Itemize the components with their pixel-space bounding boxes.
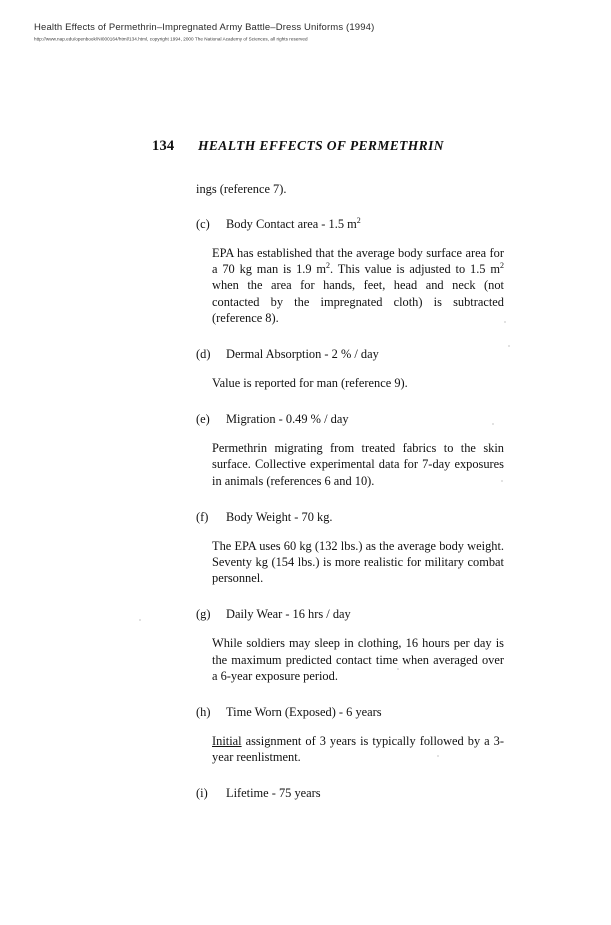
scan-speckle [437, 755, 439, 757]
item-label: (i) [196, 786, 208, 801]
item-label: (d) [196, 347, 211, 362]
nap-copyright-url: http://www.nap.edu/openbook/NI000164/html/134.html, copyright 1994, 2000 The National Academy of Sciences, all rights reserved [34, 36, 308, 42]
scan-speckle [492, 423, 494, 425]
page-number: 134 [152, 138, 175, 154]
item-heading [196, 606, 508, 622]
item-label: (c) [196, 217, 210, 231]
para-line: impregnated cloth) is subtracted (reference 8). [212, 294, 504, 325]
item-title-superscript: 2 [356, 215, 361, 225]
para-line: 70 kg man is 1.9 $m^2$. This value is adjusted to 1.5 $m^2$ when [212, 261, 504, 293]
item-paragraph: The EPA uses 60 kg (132 lbs.) as the average body weight. Seventy kg (154 lbs.) is more realistic for military combat personnel. [212, 538, 504, 586]
item-paragraph [212, 245, 504, 326]
nap-banner [34, 22, 574, 42]
para-line: the area for hands, feet, head and neck (not contacted by the [212, 278, 504, 309]
item-heading [196, 411, 508, 427]
running-head-title: HEALTH EFFECTS OF PERMETHRIN [198, 138, 444, 153]
item-title: Daily Wear - 16 hrs / day [226, 607, 351, 622]
item-title: Lifetime - 75 years [226, 786, 321, 801]
para-line: EPA has established that the average body surface area for a [212, 246, 504, 277]
list-item [196, 704, 508, 765]
item-paragraph: Initial assignment of 3 years is typically followed by a 3-year reenlistment. [212, 734, 504, 765]
item-label: (f) [196, 509, 209, 524]
item-label: (e) [196, 412, 210, 427]
item-title [226, 216, 508, 232]
page-content [0, 138, 611, 925]
item-paragraph: While soldiers may sleep in clothing, 16 hours per day is the maximum predicted contact time when averaged over a 6-year exposure period. [212, 636, 504, 683]
scan-speckle [501, 480, 503, 482]
list-item [196, 216, 508, 326]
nap-book-title: Health Effects of Permethrin–Impregnated Army Battle–Dress Uniforms (1994) [34, 22, 375, 33]
item-label: (h) [196, 705, 211, 720]
page-bottom-margin [196, 805, 508, 925]
list-item [196, 509, 508, 587]
item-heading [196, 704, 508, 720]
unit-superscript: 2 [326, 261, 331, 271]
item-heading [196, 509, 508, 525]
underlined-word: Initial [212, 734, 242, 749]
item-heading [196, 785, 508, 801]
item-title-text: Body Contact area - 1.5 m [226, 217, 357, 231]
scan-speckle [397, 668, 399, 670]
item-heading [196, 346, 508, 362]
item-title: Dermal Absorption - 2 % / day [226, 347, 379, 362]
list-item [196, 411, 508, 489]
list-item [196, 346, 508, 391]
body-column [196, 181, 508, 925]
list-item [196, 606, 508, 684]
unit-superscript: 2 [499, 261, 504, 271]
item-title: Migration - 0.49 % / day [226, 412, 349, 427]
item-heading [196, 216, 508, 232]
item-paragraph: Value is reported for man (reference 9). [212, 376, 408, 391]
item-title: Time Worn (Exposed) - 6 years [226, 705, 382, 720]
runon-paragraph: ings (reference 7). [196, 182, 287, 196]
scan-speckle [139, 619, 141, 621]
item-paragraph: Permethrin migrating from treated fabrics to the skin surface. Collective experimental data for 7-day exposures in animals (references 6 and 10). [212, 441, 504, 488]
item-title: Body Weight - 70 kg. [226, 509, 333, 524]
item-label: (g) [196, 607, 211, 622]
scan-speckle [508, 345, 510, 347]
running-head [152, 138, 611, 155]
list-item [196, 785, 508, 801]
scan-speckle [504, 321, 506, 323]
